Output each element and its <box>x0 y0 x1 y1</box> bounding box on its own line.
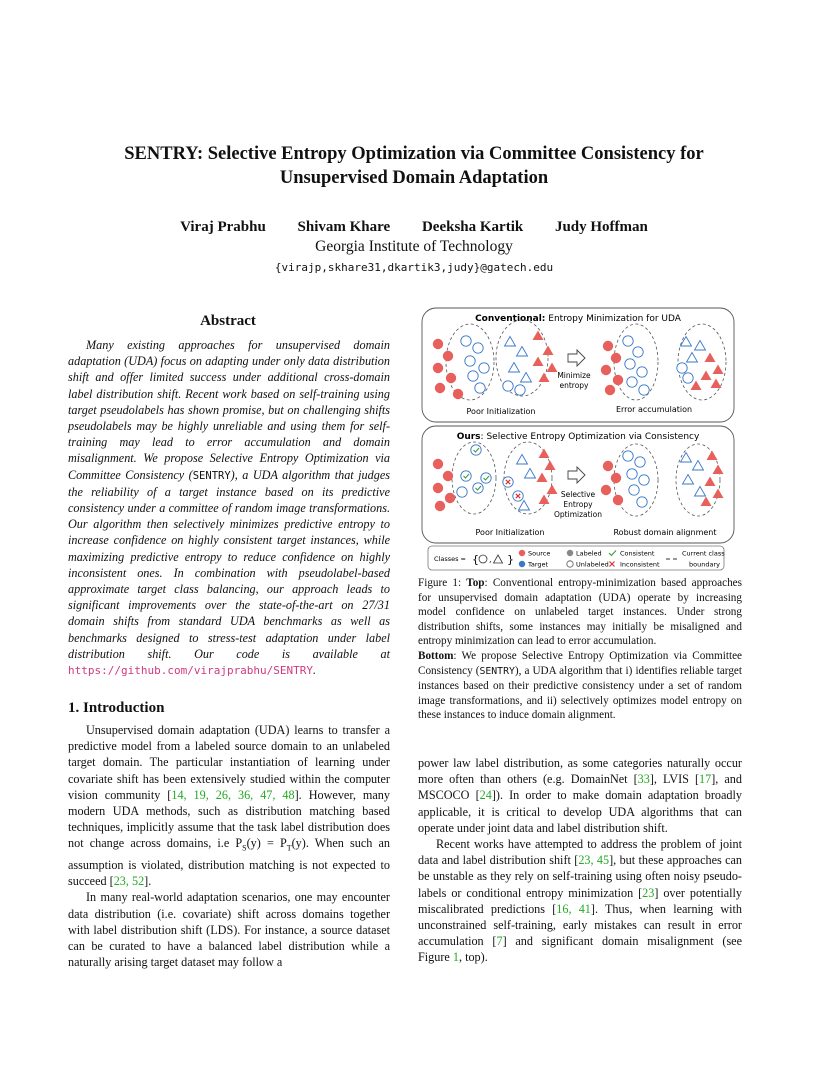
data-point <box>639 385 649 395</box>
abstract-text: ), a UDA algorithm that judges the reliability of a target instance based on its predictive consistency under a committee of random image transformations. Our algorithm then selectively minimizes predictive entropy to increase confidence on highly consistent target instances, while maximizing predictive entropy to reduce confidence on highly inconsistent ones. In combination with pseudolabel-based approximate target class balancing, our approach leads to significant improvements over the state-of-the-art on 27/31 domain shifts from standard UDA benchmarks as well as benchmarks designed to stress-test adaptation under label distribution shift. Our code is available at <box>68 467 390 661</box>
data-point <box>547 363 558 373</box>
data-point <box>711 379 722 389</box>
paper-title <box>60 142 768 190</box>
legend-target-swatch <box>519 561 525 567</box>
body-paragraph: power law label distribution, as some categories naturally occur more often than others (e.g. DomainNet [33], LVIS [17], and MSCOCO [24]). In order to make domain adaptation broadly applicable, it is critical to develop UDA algorithms that can operate under joint data and label distribution shift. <box>418 756 742 835</box>
data-point <box>433 459 443 469</box>
data-point <box>683 475 694 485</box>
author-list <box>60 219 768 236</box>
data-point <box>713 465 724 475</box>
data-point <box>517 455 528 465</box>
data-point <box>637 367 647 377</box>
svg-text:,: , <box>489 555 492 564</box>
data-point <box>625 359 635 369</box>
figure-1 <box>418 306 744 572</box>
data-point <box>509 363 520 373</box>
legend-unlabeled-swatch <box>567 561 573 567</box>
data-point <box>503 381 513 391</box>
data-point <box>691 381 702 391</box>
method-name: SENTRY <box>192 469 231 482</box>
bottom-arrow-label: Entropy <box>563 500 593 509</box>
data-point <box>471 445 481 455</box>
data-point <box>515 385 525 395</box>
intro-paragraph: Unsupervised domain adaptation (UDA) learns to transfer a predictive model from a labeled source domain to an unlabeled target domain. The particular instantiation of learning under covariate shift has been extensively studied within the computer vision community [14, 19, 26, 36, 47, 48]. However, many modern UDA methods, such as distribution matching based techniques, implicitly assume that the task label distribution does not change across domains, i.e $P_S(y) = P_T(y)$. When such an assumption is violated, distribution matching is not expected to succeed [23, 52]. <box>68 723 390 889</box>
bottom-arrow-label: Optimization <box>554 510 602 519</box>
data-point <box>683 373 693 383</box>
data-point <box>539 495 550 505</box>
check-icon <box>609 551 616 556</box>
data-point <box>545 461 556 471</box>
data-point <box>435 383 445 393</box>
data-point <box>701 371 712 381</box>
legend-target-label: Target <box>528 560 549 569</box>
data-point <box>461 336 471 346</box>
class-boundary <box>678 324 726 400</box>
data-point <box>446 373 456 383</box>
data-point <box>623 336 633 346</box>
data-point <box>637 497 647 507</box>
arrow-icon <box>568 350 585 366</box>
data-point <box>465 356 475 366</box>
title-line-1: SENTRY: Selective Entropy Optimization via Committee Consistency for <box>124 144 704 164</box>
svg-text:}: } <box>507 553 514 566</box>
author-name: Viraj Prabhu <box>180 219 266 235</box>
top-right-label: Error accumulation <box>615 405 693 414</box>
data-point <box>613 375 623 385</box>
bottom-initial-cluster <box>433 442 558 514</box>
author-emails: {virajp,skhare31,dkartik3,judy}@gatech.edu <box>274 261 554 274</box>
data-point <box>505 337 516 347</box>
data-point <box>475 383 485 393</box>
author-name: Shivam Khare <box>297 219 391 235</box>
citation-link[interactable]: 33 <box>637 772 650 787</box>
bottom-right-label: Robust domain alignment <box>613 528 717 537</box>
citation-link[interactable]: 17 <box>699 772 712 787</box>
data-point <box>435 501 445 511</box>
legend-labeled-swatch <box>567 550 573 556</box>
data-point <box>601 485 611 495</box>
data-point <box>525 469 536 479</box>
data-point <box>433 363 443 373</box>
data-point <box>517 347 528 357</box>
abstract-heading: Abstract <box>200 313 256 329</box>
top-arrow-label: Minimize <box>557 371 591 380</box>
legend-classes-label: Classes = <box>434 555 466 563</box>
data-point <box>443 471 453 481</box>
top-panel-title: Conventional: Entropy Minimization for UDA <box>475 314 681 324</box>
figure-ref-link[interactable]: 1 <box>452 950 459 965</box>
data-point <box>627 377 637 387</box>
data-point <box>603 461 613 471</box>
legend-boundary-label: Current class <box>682 549 725 558</box>
data-point <box>461 471 471 481</box>
data-point <box>681 453 692 463</box>
citation-link[interactable]: 7 <box>496 934 503 949</box>
data-point <box>707 451 718 461</box>
class-boundary <box>614 324 658 400</box>
data-point <box>473 483 483 493</box>
triangle-class-icon <box>494 555 503 563</box>
data-point <box>705 353 716 363</box>
data-point <box>605 385 615 395</box>
data-point <box>611 473 621 483</box>
data-point <box>443 351 453 361</box>
data-point <box>519 501 530 511</box>
data-point <box>457 487 467 497</box>
data-point <box>468 371 478 381</box>
bottom-panel-title: Ours: Selective Entropy Optimization via Consistency <box>456 432 700 442</box>
data-point <box>533 357 544 367</box>
legend-boundary-label: boundary <box>689 560 720 569</box>
data-point <box>627 469 637 479</box>
legend-source-swatch <box>519 550 525 556</box>
citation-link[interactable]: 14, 19, 26, 36, 47, 48 <box>171 787 295 802</box>
data-point <box>533 331 544 341</box>
data-point <box>547 485 558 495</box>
data-point <box>543 346 554 356</box>
data-point <box>623 451 633 461</box>
arrow-icon <box>568 467 585 483</box>
data-point <box>713 489 724 499</box>
data-point <box>473 343 483 353</box>
legend-labeled-label: Labeled <box>576 549 602 558</box>
legend-unlabeled-label: Unlabeled <box>576 560 609 569</box>
author-name: Judy Hoffman <box>554 219 648 235</box>
intro-heading: 1. Introduction <box>68 700 165 716</box>
citation-link[interactable]: 16, 41 <box>556 901 591 916</box>
top-result-cluster <box>601 324 726 400</box>
top-left-label: Poor Initialization <box>466 407 536 416</box>
data-point <box>453 389 463 399</box>
right-column-body <box>418 755 742 966</box>
author-name: Deeksha Kartik <box>421 219 524 235</box>
cross-icon <box>610 562 615 567</box>
data-point <box>713 365 724 375</box>
data-point <box>433 483 443 493</box>
abstract-text: Many existing approaches for unsupervised domain adaptation (UDA) focus on adapting under only data distribution shift and offer limited success under additional cross-domain label distribution shift. Recent work based on self-training using target pseudolabels has shown promise, but on challenging shifts pseudolabels may be highly unreliable and using them for self-training may lead to error accumulation and domain misalignment. We propose Selective Entropy Optimization via Committee Consistency ( <box>68 338 390 482</box>
affiliation: Georgia Institute of Technology <box>315 238 513 255</box>
data-point <box>445 493 455 503</box>
legend-consistent-label: Consistent <box>620 549 655 558</box>
data-point <box>613 495 623 505</box>
title-line-2: Unsupervised Domain Adaptation <box>279 168 549 188</box>
data-point <box>479 363 489 373</box>
data-point <box>611 353 621 363</box>
intro-paragraph: In many real-world adaptation scenarios, one may encounter data distribution (i.e. covariate) shift across domains together with label distribution shift (LDS). For instance, a source dataset can be curated to have a balanced label distribution while a naturally arising target dataset may follow a <box>68 890 390 970</box>
data-point <box>433 339 443 349</box>
top-arrow-label: entropy <box>559 381 589 390</box>
data-point <box>677 363 687 373</box>
data-point <box>633 347 643 357</box>
data-point <box>635 457 645 467</box>
intro-body <box>68 722 390 970</box>
citation-link[interactable]: 23, 52 <box>113 874 145 889</box>
data-point <box>539 449 550 459</box>
figure-caption: Figure 1: Top: Conventional entropy-minimization based approaches for unsupervised domain adaptation (UDA) operate by increasing model confidence on unlabeled target instances. Under strong distribution shifts, some instances may initially be misaligned and entropy minimization can lead to error accumulation. Bottom: We propose Selective Entropy Optimization via Committee Consistency (SENTRY), a UDA algorithm that i) identifies reliable target instances based on their predictive consistency under a set of random image transformations, and ii) selectively optimizes model entropy on these instances to induce domain alignment. <box>418 577 742 722</box>
data-point <box>629 485 639 495</box>
citation-link[interactable]: 24 <box>479 788 492 803</box>
data-point <box>601 365 611 375</box>
data-point <box>521 373 532 383</box>
data-point <box>603 341 613 351</box>
data-point <box>681 337 692 347</box>
circle-class-icon <box>479 555 487 563</box>
citation-link[interactable]: 23, 45 <box>578 853 610 868</box>
bottom-left-label: Poor Initialization <box>475 528 545 537</box>
data-point <box>701 497 712 507</box>
bottom-result-cluster <box>601 444 724 516</box>
legend-source-label: Source <box>528 549 551 558</box>
data-point <box>693 461 704 471</box>
bottom-arrow-label: Selective <box>560 490 596 499</box>
bottom-panel-frame <box>422 426 734 543</box>
citation-link[interactable]: 23 <box>642 885 655 900</box>
data-point <box>639 475 649 485</box>
data-point <box>687 353 698 363</box>
legend-inconsistent-label: Inconsistent <box>620 560 660 569</box>
data-point <box>695 341 706 351</box>
legend-brace: { <box>472 553 479 566</box>
data-point <box>695 487 706 497</box>
top-initial-cluster <box>433 320 558 400</box>
code-link[interactable]: https://github.com/virajprabhu/SENTRY <box>68 664 314 678</box>
data-point <box>537 473 548 483</box>
data-point <box>481 473 491 483</box>
abstract-body: Many existing approaches for unsupervised domain adaptation (UDA) focus on adapting under only data distribution shift and offer limited success under additional cross-domain label distribution shift. Recent work based on self-training using target pseudolabels has shown promise, but on challenging shifts pseudolabels may be highly unreliable and using them for self-training may lead to error accumulation and domain misalignment. We propose Selective Entropy Optimization via Committee Consistency (SENTRY), a UDA algorithm that judges the reliability of a target instance based on its predictive consistency under a committee of random image transformations. Our algorithm then selectively minimizes predictive entropy to increase confidence on highly consistent target instances, while maximizing predictive entropy to reduce confidence on highly inconsistent ones. In combination with pseudolabel-based approximate target class balancing, our approach leads to significant improvements over the state-of-the-art on 27/31 domain shifts from standard UDA benchmarks as well as benchmarks designed to stress-test adaptation under label distribution shift. Our code is available at https://github.com/virajprabhu/SENTRY. <box>68 338 390 678</box>
body-paragraph: Recent works have attempted to address the problem of joint data and label distribution shift [23, 45], but these approaches can be unstable as they rely on self-training using often noisy pseudo-labels or conditional entropy minimization [23] over potentially miscalibrated predictions [16, 41]. Thus, when learning with unconstrained self-training, early mistakes can result in error accumulation [7] and significant domain misalignment (see Figure 1, top). <box>418 837 743 965</box>
data-point <box>539 373 550 383</box>
data-point <box>705 477 716 487</box>
